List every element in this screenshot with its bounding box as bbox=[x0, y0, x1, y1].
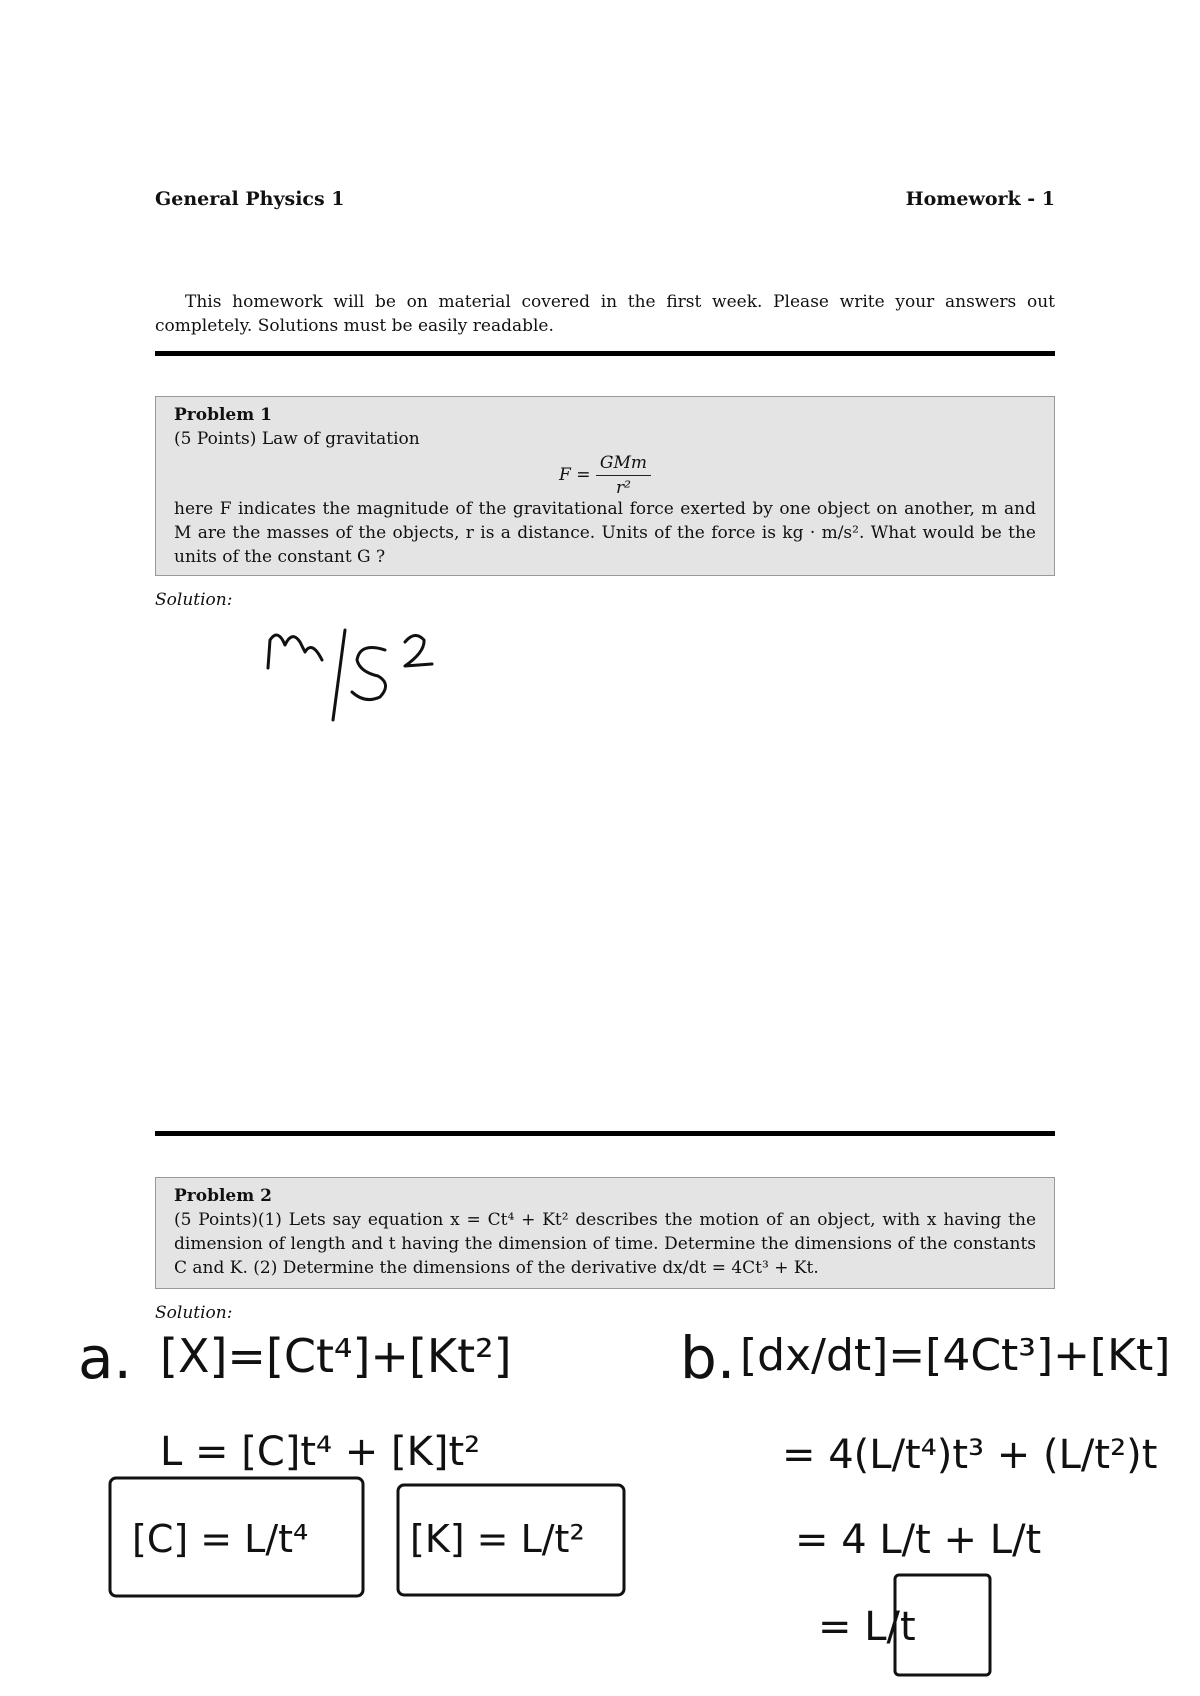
course-title: General Physics 1 bbox=[155, 188, 345, 210]
part-a-box2: [K] = L/t² bbox=[410, 1517, 585, 1561]
part-a-box1: [C] = L/t⁴ bbox=[132, 1517, 309, 1561]
part-a-line2: L = [C]t⁴ + [K]t² bbox=[160, 1429, 481, 1475]
assignment-title: Homework - 1 bbox=[905, 188, 1055, 210]
part-b-line2: = 4(L/t⁴)t³ + (L/t²)t bbox=[782, 1432, 1158, 1478]
formula-denominator: r² bbox=[615, 478, 631, 498]
problem-2-title: Problem 2 bbox=[174, 1186, 272, 1206]
problem-1-points: (5 Points) Law of gravitation bbox=[174, 429, 420, 449]
handwritten-part-b bbox=[680, 1324, 1170, 1675]
problem-1-text: here F indicates the magnitude of the gravitational force exerted by one object on another, m and M are the masses of the objects, r is a distance. Units of the force is kg · m/s². What would be the units of the constant G ? bbox=[174, 499, 1036, 567]
problem-2-text: (5 Points)(1) Lets say equation x = Ct⁴ + Kt² describes the motion of an object, with x having the dimension of length and t having the dimension of time. Determine the dimensions of the constants C and K. (2) Determine the dimensions of the derivative dx/dt = 4Ct³ + Kt. bbox=[174, 1210, 1036, 1278]
part-a-line1: [X]=[Ct⁴]+[Kt²] bbox=[160, 1329, 512, 1383]
part-b-line4: = L/t bbox=[818, 1604, 916, 1650]
part-a-label: a. bbox=[78, 1324, 132, 1392]
solution-2-label: Solution: bbox=[155, 1303, 233, 1323]
part-b-line3: = 4 L/t + L/t bbox=[795, 1517, 1042, 1563]
solution-1-label: Solution: bbox=[155, 590, 233, 610]
part-b-label: b. bbox=[680, 1324, 736, 1392]
handwritten-answer-1 bbox=[268, 630, 432, 720]
handwritten-answer-1-text: m/s² bbox=[268, 700, 271, 701]
part-b-line1: [dx/dt]=[4Ct³]+[Kt] bbox=[740, 1330, 1171, 1381]
problem-1-title: Problem 1 bbox=[174, 405, 272, 425]
handwritten-part-a bbox=[78, 1324, 624, 1596]
intro-text: This homework will be on material covered in the first week. Please write your answers out completely. Solutions must be easily readable. bbox=[155, 292, 1055, 336]
formula-numerator: GMm bbox=[596, 451, 651, 476]
formula-lhs: F = bbox=[559, 465, 591, 485]
